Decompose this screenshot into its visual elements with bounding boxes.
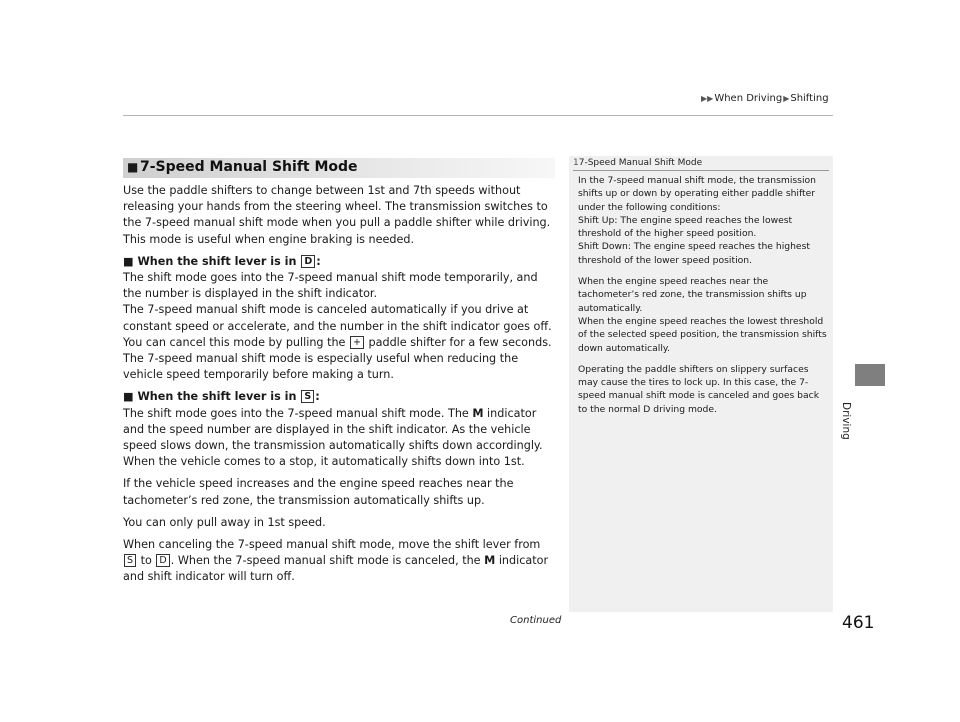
note-shift-down: Shift Down: The engine speed reaches the highest threshold of the lower speed position. [578,241,810,266]
note-paragraph-1: In the 7-speed manual shift mode, the transmission shifts up or down by operating either paddle shifter under the following conditions: [578,175,816,213]
note-reference-icon: 1 [573,158,579,168]
pull-away-paragraph: You can only pull away in 1st speed. [123,515,326,529]
intro-paragraph: Use the paddle shifters to change between 1st and 7th speeds without releasing your hands from the steering wheel. The transmission switches to the 7-speed manual shift mode when you pull a paddle shifter while driving. This mode is useful when engine braking is needed. [123,184,551,246]
breadcrumb-shifting[interactable]: Shifting [790,93,829,104]
d-mode-paragraph-4: The 7-speed manual shift mode is especially useful when reducing the vehicle speed temporarily before making a turn. [123,352,519,382]
m-indicator-text: M [484,554,496,568]
chapter-tab-marker[interactable] [855,364,885,386]
header-divider [123,115,833,116]
plus-paddle-key: + [350,336,364,349]
arrow-icon: ▶ [783,94,790,103]
breadcrumb [700,93,829,104]
note-sidebar [569,156,833,612]
note-shift-up: Shift Up: The engine speed reaches the lowest threshold of the higher speed position. [578,214,793,240]
m-indicator-text: M [472,406,484,420]
d-mode-paragraph-3: You can cancel this mode by pulling the + paddle shifter for a few seconds. [123,335,552,349]
note-paragraph-2b: When the engine speed reaches the lowest threshold of the selected speed position, the transmission shifts down automatically. [578,315,827,354]
note-divider [573,170,829,171]
d-mode-paragraph-2: The 7-speed manual shift mode is canceled automatically if you drive at constant speed or accelerate, and the number in the shift indicator goes off. [123,303,552,333]
section-header [123,158,555,178]
chapter-tab-label: Driving [840,402,852,440]
subheading-s: ■ When the shift lever is in S : [123,390,320,404]
cancel-paragraph: When canceling the 7-speed manual shift mode, move the shift lever from S to D . When the 7-speed manual shift mode is canceled, the M indicator and shift indicator will turn off. [123,538,549,584]
double-arrow-icon: ▶▶ [701,94,714,103]
square-bullet-icon: ■ [127,160,139,174]
main-content [123,183,555,586]
section-title: 7-Speed Manual Shift Mode [140,159,358,175]
d-position-key: D [156,554,169,567]
note-paragraph-3: Operating the paddle shifters on slippery surfaces may cause the tires to lock up. In this case, the 7-speed manual shift mode is canceled and goes back to the normal D driving mode. [578,363,820,415]
note-paragraph-2a: When the engine speed reaches near the tachometer’s red zone, the transmission shifts up automatically. [578,276,807,314]
page-number: 461 [842,613,875,633]
upshift-paragraph: If the vehicle speed increases and the engine speed reaches near the tachometer’s red zone, the transmission automatically shifts up. [123,477,514,507]
s-position-key: S [301,390,314,403]
s-position-key: S [124,554,136,567]
continued-label: Continued [510,615,562,626]
d-mode-paragraph-1: The shift mode goes into the 7-speed manual shift mode temporarily, and the number is displayed in the shift indicator. [123,271,538,301]
s-mode-paragraph: The shift mode goes into the 7-speed manual shift mode. The M indicator and the speed number are displayed in the shift indicator. As the vehicle speed slows down, the transmission automatically shifts down accordingly. When the vehicle comes to a stop, it automatically shifts down into 1st. [123,406,543,469]
note-body [578,174,830,416]
d-position-key: D [301,255,315,268]
note-title: 17-Speed Manual Shift Mode [573,158,703,168]
breadcrumb-when-driving[interactable]: When Driving [714,93,783,104]
subheading-d: ■ When the shift lever is in D : [123,254,321,268]
